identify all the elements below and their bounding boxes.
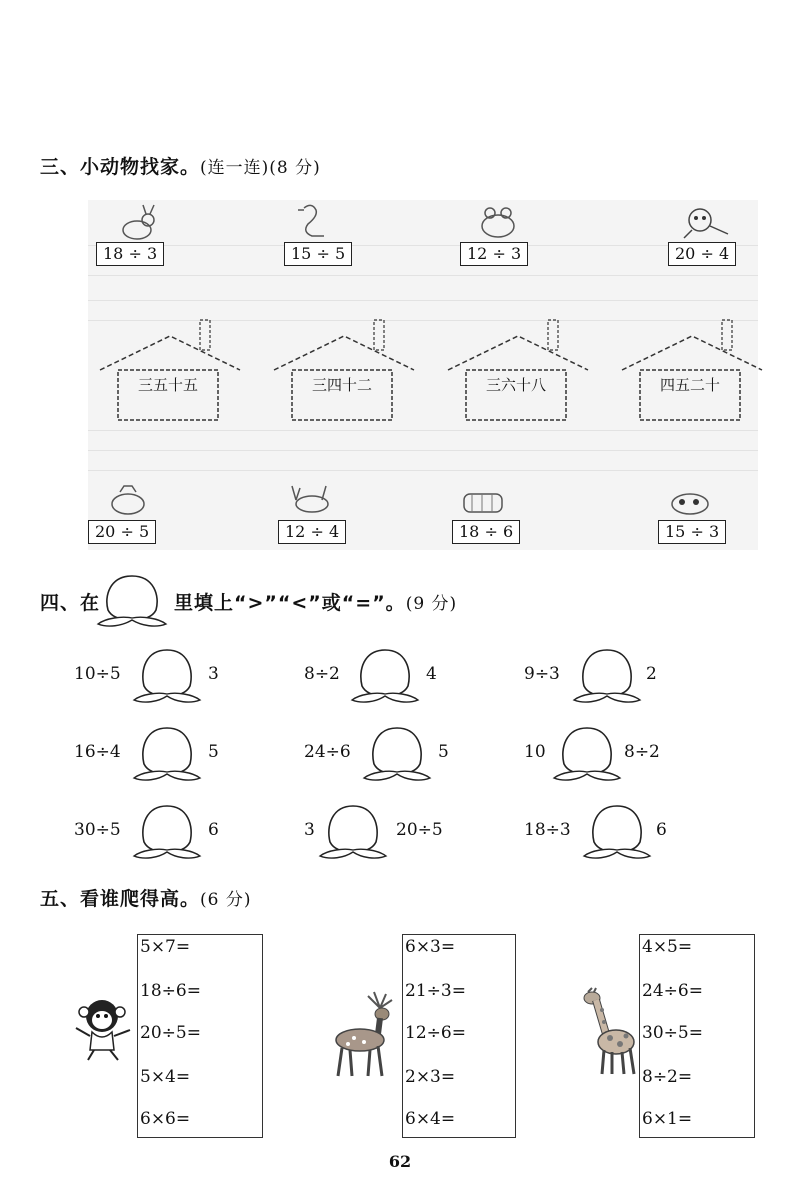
tiger-icon — [458, 484, 508, 518]
section4-title-post — [174, 588, 457, 615]
compare-left: 18÷3 — [524, 820, 571, 840]
section4-score: (9 分) — [405, 594, 458, 614]
climb-equation[interactable]: 6×1= — [642, 1109, 693, 1129]
climb-equation[interactable]: 6×6= — [140, 1109, 191, 1129]
house-shape — [98, 316, 258, 426]
peach-answer-icon[interactable] — [582, 802, 652, 864]
climb-equation[interactable]: 4×5= — [642, 937, 693, 957]
peach-icon — [96, 572, 168, 628]
section5-title — [40, 884, 252, 911]
compare-right: 4 — [426, 664, 437, 684]
monkey-icon — [680, 204, 736, 240]
animal-expr-2[interactable]: 15 ÷ 5 — [284, 242, 352, 266]
peach-answer-icon[interactable] — [572, 646, 642, 708]
climb-equation[interactable]: 30÷5= — [642, 1023, 703, 1043]
climb-equation[interactable]: 12÷6= — [405, 1023, 466, 1043]
peach-answer-icon[interactable] — [350, 646, 420, 708]
compare-item — [524, 802, 724, 862]
deer-icon — [286, 482, 338, 518]
climb-equation[interactable]: 6×3= — [405, 937, 456, 957]
compare-right: 3 — [208, 664, 219, 684]
compare-item — [74, 802, 274, 862]
animal-expr-7[interactable]: 18 ÷ 6 — [452, 520, 520, 544]
rabbit-icon — [112, 204, 162, 240]
house-3[interactable] — [446, 316, 606, 426]
compare-left: 10÷5 — [74, 664, 121, 684]
climb-equation[interactable]: 8÷2= — [642, 1067, 693, 1087]
giraffe-icon — [578, 986, 640, 1078]
compare-left: 24÷6 — [304, 742, 351, 762]
animal-expr-1[interactable]: 18 ÷ 3 — [96, 242, 164, 266]
animal-expr-3[interactable]: 12 ÷ 3 — [460, 242, 528, 266]
climb-equation[interactable]: 2×3= — [405, 1067, 456, 1087]
pig-icon — [104, 484, 152, 518]
peach-answer-icon[interactable] — [318, 802, 388, 864]
matching-area — [88, 200, 758, 550]
house-label: 三六十八 — [485, 376, 546, 394]
house-2[interactable] — [272, 316, 432, 426]
compare-left: 10 — [524, 742, 546, 762]
compare-right: 6 — [656, 820, 667, 840]
monkey-icon — [72, 994, 138, 1064]
climb-ladder-1 — [137, 934, 263, 1138]
compare-left: 8÷2 — [304, 664, 340, 684]
climb-equation[interactable]: 5×7= — [140, 937, 191, 957]
section3-title — [40, 152, 321, 179]
section3-title-text: 三、小动物找家。 — [40, 156, 201, 178]
climb-equation[interactable]: 18÷6= — [140, 981, 201, 1001]
animal-expr-4[interactable]: 20 ÷ 4 — [668, 242, 736, 266]
page-number: 62 — [388, 1152, 412, 1171]
peach-answer-icon[interactable] — [552, 724, 622, 786]
peach-answer-icon[interactable] — [132, 646, 202, 708]
panda-icon — [664, 482, 718, 518]
compare-item — [304, 802, 504, 862]
climb-ladder-2 — [402, 934, 516, 1138]
house-4[interactable] — [620, 316, 780, 426]
house-shape — [272, 316, 432, 426]
animal-expr-6[interactable]: 12 ÷ 4 — [278, 520, 346, 544]
section3-score: (连一连)(8 分) — [200, 158, 321, 178]
frog-icon — [476, 204, 520, 240]
animal-expr-8[interactable]: 15 ÷ 3 — [658, 520, 726, 544]
compare-right: 20÷5 — [396, 820, 443, 840]
section4-title-pre: 四、在 — [40, 592, 101, 614]
compare-left: 30÷5 — [74, 820, 121, 840]
deer-icon — [328, 988, 402, 1080]
house-label: 三四十二 — [311, 376, 372, 394]
peach-answer-icon[interactable] — [132, 724, 202, 786]
duck-icon — [294, 202, 334, 242]
section4-instruction: 里填上“>”“<”或“=”。 — [174, 592, 406, 614]
climb-equation[interactable]: 20÷5= — [140, 1023, 201, 1043]
peach-answer-icon[interactable] — [362, 724, 432, 786]
compare-item — [524, 646, 724, 706]
compare-right: 5 — [438, 742, 449, 762]
compare-left: 9÷3 — [524, 664, 560, 684]
climb-equation[interactable]: 6×4= — [405, 1109, 456, 1129]
section5-title-text: 五、看谁爬得高。 — [40, 888, 201, 910]
climb-ladder-3 — [639, 934, 755, 1138]
comparison-grid — [0, 646, 800, 886]
compare-item — [304, 724, 504, 784]
peach-answer-icon[interactable] — [132, 802, 202, 864]
compare-right: 2 — [646, 664, 657, 684]
compare-right: 6 — [208, 820, 219, 840]
house-1[interactable] — [98, 316, 258, 426]
climb-equation[interactable]: 5×4= — [140, 1067, 191, 1087]
house-shape — [620, 316, 780, 426]
house-label: 四五二十 — [659, 376, 720, 394]
compare-item — [524, 724, 724, 784]
climb-equation[interactable]: 24÷6= — [642, 981, 703, 1001]
animal-expr-5[interactable]: 20 ÷ 5 — [88, 520, 156, 544]
compare-right: 8÷2 — [624, 742, 660, 762]
section5-score: (6 分) — [200, 890, 252, 910]
compare-right: 5 — [208, 742, 219, 762]
compare-left: 3 — [304, 820, 315, 840]
compare-item — [74, 646, 274, 706]
house-label: 三五十五 — [137, 376, 198, 394]
house-shape — [446, 316, 606, 426]
compare-item — [74, 724, 274, 784]
climb-equation[interactable]: 21÷3= — [405, 981, 466, 1001]
compare-left: 16÷4 — [74, 742, 121, 762]
compare-item — [304, 646, 504, 706]
